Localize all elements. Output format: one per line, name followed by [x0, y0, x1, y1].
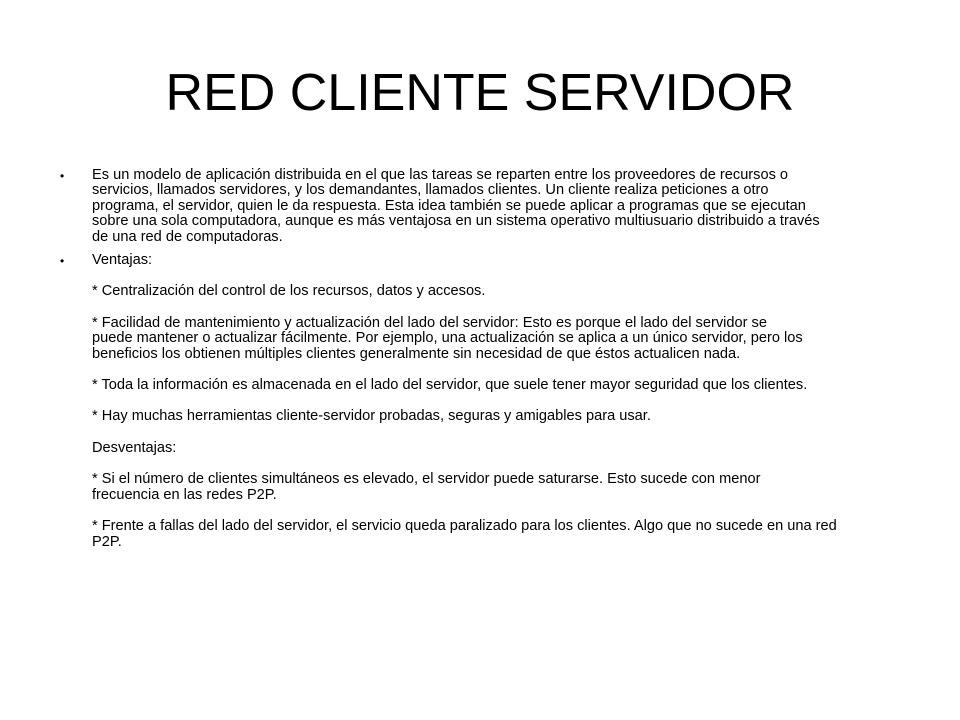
text-line: sobre una sola computadora, aunque es más ventajosa en un sistema operativo multiusuario distribuido a través — [92, 213, 820, 230]
bullet-marker: • — [60, 254, 65, 269]
text-line: de una red de computadoras. — [92, 228, 283, 245]
slide-content — [60, 168, 908, 550]
spacer — [92, 425, 908, 441]
ventaja-line: * Toda la información es almacenada en el lado del servidor, que suele tener mayor seguridad que los clientes. — [92, 377, 808, 394]
ventaja-line: * Hay muchas herramientas cliente-servidor probadas, seguras y amigables para usar. — [92, 408, 651, 425]
ventaja-line: * Centralización del control de los recursos, datos y accesos. — [92, 283, 486, 300]
text-line: Es un modelo de aplicación distribuida en el que las tareas se reparten entre los proveedores de recursos o — [92, 167, 789, 183]
spacer — [92, 393, 908, 409]
bullet-ventajas — [60, 253, 908, 550]
spacer — [92, 456, 908, 472]
desventaja-line: * Frente a fallas del lado del servidor, el servicio queda paralizado para los clientes. Algo que no sucede en una red — [92, 518, 837, 535]
bullet-marker: • — [60, 169, 65, 183]
text-line: programa, el servidor, quien le da respuesta. Esta idea también se puede aplicar a programas que se ejecutan — [92, 197, 806, 214]
spacer — [92, 300, 908, 316]
desventaja-line: * Si el número de clientes simultáneos es elevado, el servidor puede saturarse. Esto sucede con menor — [92, 471, 761, 488]
ventaja-line: puede mantener o actualizar fácilmente. Por ejemplo, una actualización se aplica a un único servidor, pero los — [92, 330, 803, 347]
desventaja-line: frecuencia en las redes P2P. — [92, 486, 277, 503]
ventaja-line: * Facilidad de mantenimiento y actualización del lado del servidor: Esto es porque el lado del servidor se — [92, 314, 767, 331]
ventaja-line: beneficios los obtienen múltiples clientes generalmente sin necesidad de que éstos actualicen nada. — [92, 345, 741, 362]
ventajas-heading: Ventajas: — [92, 252, 153, 269]
bullet-definition — [60, 168, 908, 245]
text-line: servicios, llamados servidores, y los demandantes, llamados clientes. Un cliente realiza peticiones a otro — [92, 182, 769, 199]
slide-title: RED CLIENTE SERVIDOR — [165, 64, 795, 122]
spacer — [92, 503, 908, 519]
spacer — [92, 268, 908, 284]
desventaja-line: P2P. — [92, 533, 122, 550]
spacer — [92, 362, 908, 378]
desventajas-heading: Desventajas: — [92, 439, 177, 456]
